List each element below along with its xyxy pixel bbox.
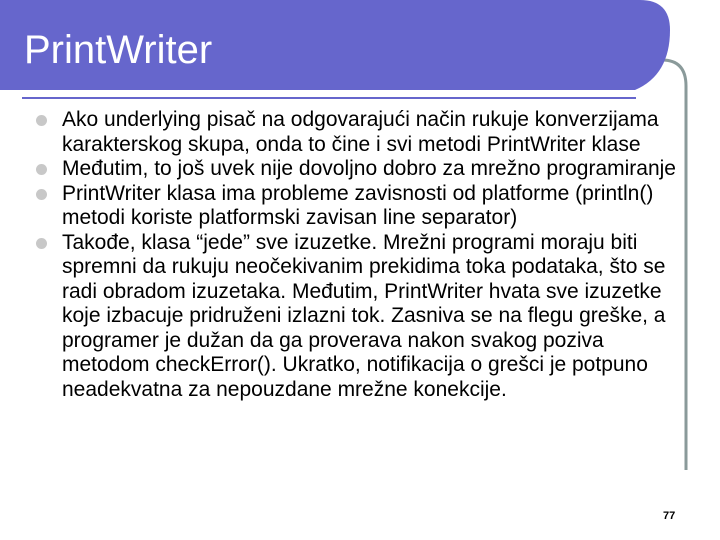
slide-title: PrintWriter: [24, 28, 213, 72]
bullet-dot-icon: [36, 164, 47, 175]
bullet-item: [36, 157, 686, 182]
bullet-text: Međutim, to još uvek nije dovoljno dobro za mrežno programiranje: [62, 157, 676, 180]
bullet-dot-icon: [36, 115, 47, 126]
page-number: 77: [663, 510, 676, 522]
bullet-list: [36, 108, 686, 402]
bullet-text: Takođe, klasa “jede” sve izuzetke. Mrežni programi moraju biti spremni da rukuju neočekivanim prekidima toka podataka, što se radi obradom izuzetaka. Međutim, PrintWriter hvata sve izuzetke koje izbacuje pridruženi izlazni tok. Zasniva se na flegu greške, a programer je dužan da ga proverava nakon svakog poziva metodom checkError(). Ukratko, notifikacija o grešci je potpuno neadekvatna za nepouzdane mrežne konekcije.: [62, 230, 666, 401]
bullet-text: Ako underlying pisač na odgovarajući način rukuje konverzijama karakterskog skupa, onda to čine i svi metodi PrintWriter klase: [62, 108, 659, 156]
bullet-text: PrintWriter klasa ima probleme zavisnosti od platforme (println() metodi koriste platformski zavisan line separator): [62, 181, 654, 229]
bullet-dot-icon: [36, 238, 47, 249]
bullet-item: [36, 182, 686, 231]
bullet-item: [36, 108, 686, 157]
bullet-dot-icon: [36, 189, 47, 200]
bullet-item: [36, 231, 686, 403]
